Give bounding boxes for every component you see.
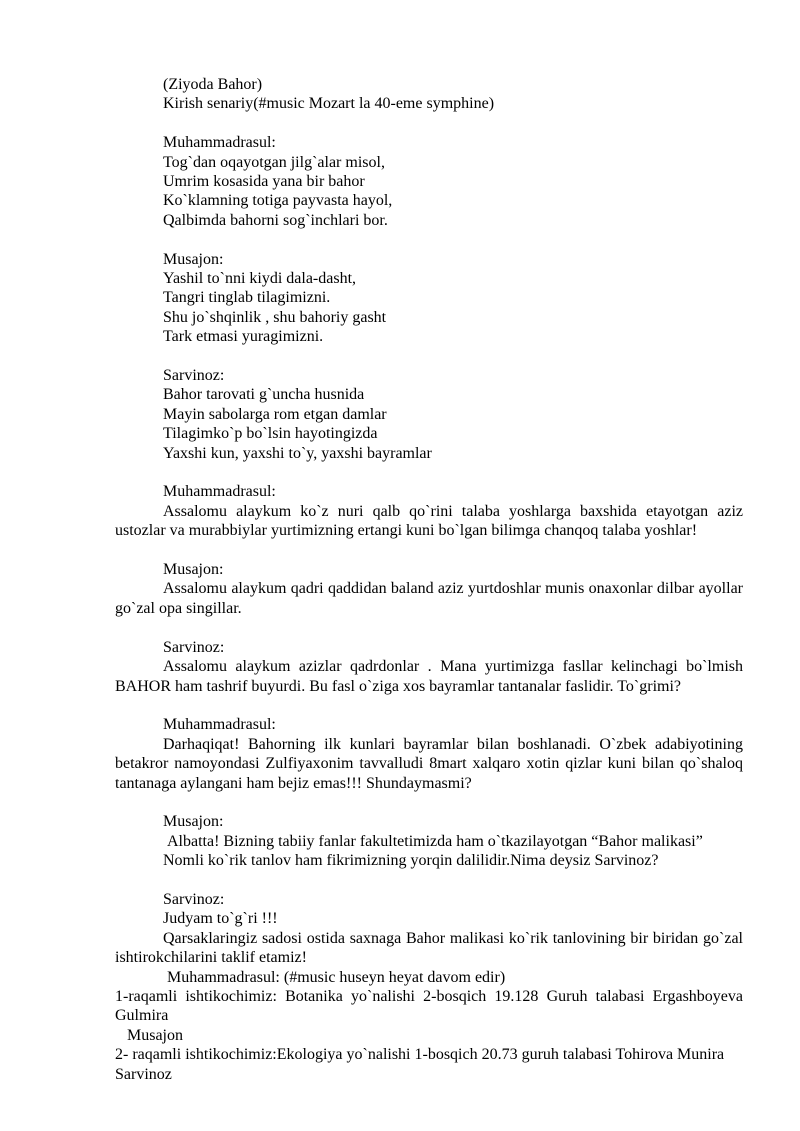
text-line: Sarvinoz: bbox=[163, 367, 225, 385]
text-line: Musajon: bbox=[163, 561, 224, 579]
text-line: Tark etmasi yuragimizni. bbox=[163, 328, 324, 346]
text-line: Sarvinoz: bbox=[163, 638, 225, 656]
text-line: Musajon: bbox=[163, 250, 224, 268]
text-line: Sarvinoz bbox=[115, 1065, 172, 1083]
text-block bbox=[115, 560, 743, 618]
paragraph: 1-raqamli ishtikochimiz: Botanika yo`nalishi 2-bosqich 19.128 Guruh talabasi Ergashboyeva Gulmira bbox=[115, 987, 743, 1025]
text-line: Muhammadrasul: bbox=[163, 483, 276, 501]
text-block bbox=[115, 715, 743, 793]
text-block bbox=[115, 366, 743, 463]
text-line: Nomli ko`rik tanlov ham fikrimizning yorqin dalilidir.Nima deysiz Sarvinoz? bbox=[163, 852, 659, 870]
text-line: Tog`dan oqayotgan jilg`alar misol, bbox=[163, 153, 385, 171]
paragraph: Darhaqiqat! Bahorning ilk kunlari bayramlar bilan boshlanadi. O`zbek adabiyotining betakror namoyondasi Zulfiyaxonim tavvalludi 8mart xalqaro xotin qizlar kuni bilan qo`shaloq tantanaga aylangani ham bejiz emas!!! Shundaymasmi? bbox=[115, 735, 743, 792]
text-block bbox=[115, 812, 743, 870]
text-line: Muhammadrasul: (#music huseyn heyat davom edir) bbox=[163, 968, 506, 986]
text-line: Yashil to`nni kiydi dala-dasht, bbox=[163, 270, 357, 288]
text-block bbox=[115, 638, 743, 696]
text-block bbox=[115, 133, 743, 230]
paragraph: Assalomu alaykum ko`z nuri qalb qo`rini talaba yoshlarga baxshida etayotgan aziz ustozlar va murabbiylar yurtimizning ertangi kuni bo`lgan bilimga chanqoq talaba yoshlar! bbox=[115, 502, 743, 540]
text-block bbox=[115, 482, 743, 540]
text-line: Musajon: bbox=[163, 813, 224, 831]
text-block bbox=[115, 75, 743, 114]
text-line: Kirish senariy(#music Mozart la 40-eme symphine) bbox=[163, 95, 495, 113]
text-line: Muhammadrasul: bbox=[163, 716, 276, 734]
text-line: Shu jo`shqinlik , shu bahoriy gasht bbox=[163, 308, 387, 326]
text-line: Yaxshi kun, yaxshi to`y, yaxshi bayramlar bbox=[163, 444, 432, 462]
text-line: Tilagimko`p bo`lsin hayotingizda bbox=[163, 425, 378, 443]
text-block bbox=[115, 890, 743, 1084]
text-line: Qalbimda bahorni sog`inchlari bor. bbox=[163, 211, 388, 229]
paragraph: Assalomu alaykum azizlar qadrdonlar . Mana yurtimizga fasllar kelinchagi bo`lmish BAHOR ham tashrif buyurdi. Bu fasl o`ziga xos bayramlar tantanalar faslidir. To`grimi? bbox=[115, 658, 743, 695]
text-line: Umrim kosasida yana bir bahor bbox=[163, 173, 365, 191]
text-line: Sarvinoz: bbox=[163, 890, 225, 908]
text-line: Albatta! Bizning tabiiy fanlar fakultetimizda ham o`tkazilayotgan “Bahor malikasi” bbox=[163, 832, 703, 850]
text-line: (Ziyoda Bahor) bbox=[163, 76, 263, 93]
paragraph: 2- raqamli ishtikochimiz:Ekologiya yo`nalishi 1-bosqich 20.73 guruh talabasi Tohirova Munira bbox=[115, 1046, 725, 1064]
text-line: Bahor tarovati g`uncha husnida bbox=[163, 386, 365, 404]
paragraph: Assalomu alaykum qadri qaddidan baland aziz yurtdoshlar munis onaxonlar dilbar ayollar go`zal opa singillar. bbox=[115, 580, 743, 617]
text-line: Ko`klamning totiga payvasta hayol, bbox=[163, 192, 393, 210]
text-block bbox=[115, 250, 743, 347]
text-line: Mayin sabolarga rom etgan damlar bbox=[163, 405, 387, 423]
paragraph: Qarsaklaringiz sadosi ostida saxnaga Bahor malikasi ko`rik tanlovining bir biridan go`zal ishtirokchilarini taklif etamiz! bbox=[115, 929, 743, 967]
text-line: Tangri tinglab tilagimizni. bbox=[163, 289, 331, 307]
text-line: Muhammadrasul: bbox=[163, 134, 276, 152]
text-line: Judyam to`g`ri !!! bbox=[163, 910, 278, 928]
text-line: Musajon bbox=[115, 1026, 183, 1044]
